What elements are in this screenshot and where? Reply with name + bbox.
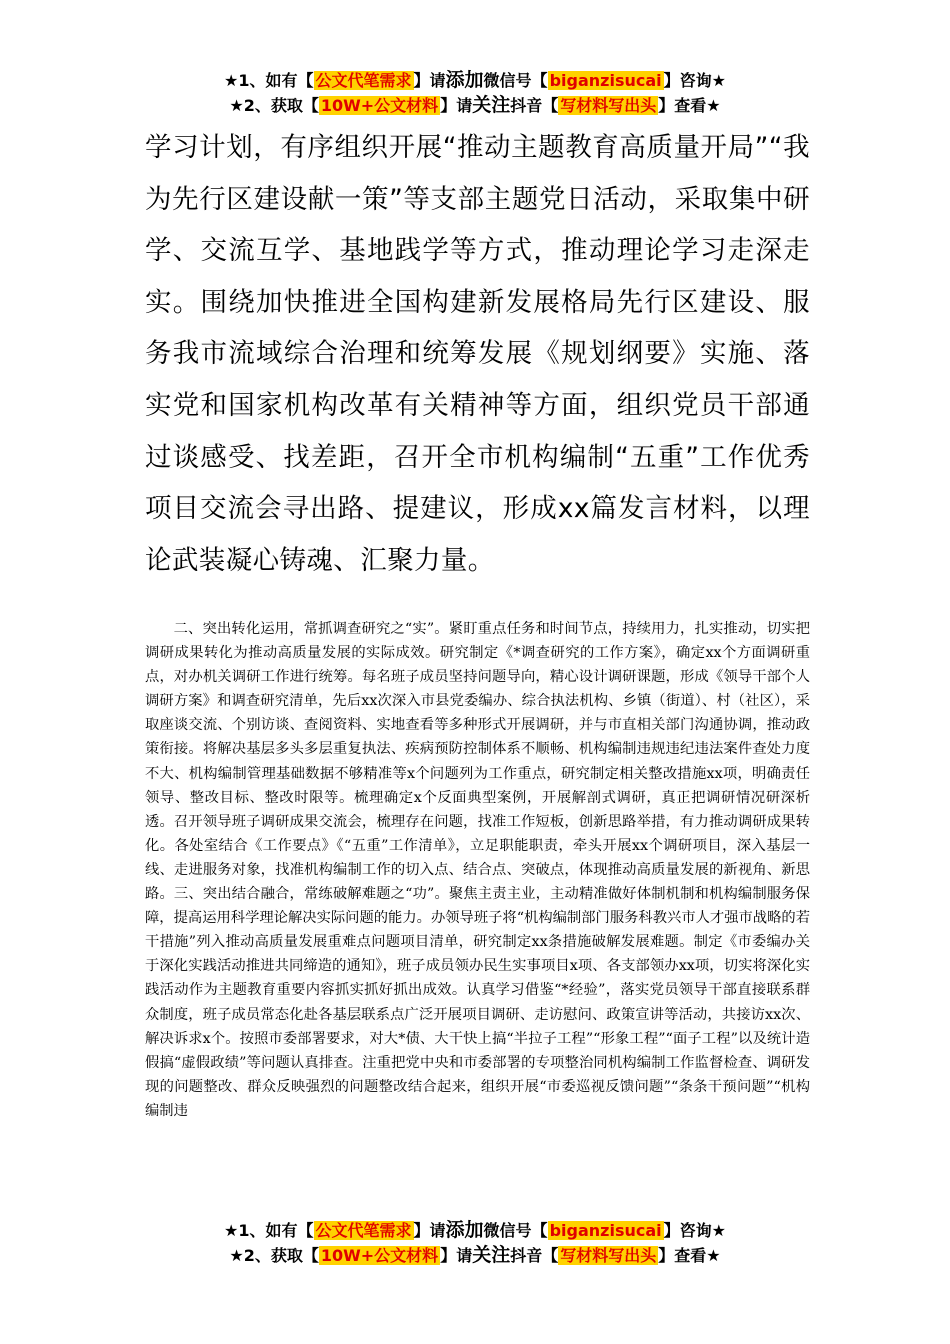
promo-banner-top: [0, 68, 950, 118]
promo-text: 】请: [440, 1246, 473, 1265]
promo-text: 】查看★: [658, 96, 721, 115]
highlight-wechat-id: biganzisucai: [549, 1221, 662, 1240]
promo-line-1: [0, 68, 950, 93]
promo-banner-bottom: [0, 1218, 950, 1268]
promo-text: ★2、获取【: [229, 96, 319, 115]
highlight-douyin-account: 写材料写出头: [560, 1246, 657, 1265]
promo-text: 抖音【: [510, 96, 559, 115]
highlight-wechat-id: biganzisucai: [549, 71, 662, 90]
promo-text: ★1、如有【: [224, 71, 314, 90]
highlight-materials: 10W+公文材料: [320, 96, 439, 115]
promo-emphasis: 添加: [445, 1219, 484, 1241]
highlight-materials: 10W+公文材料: [320, 1246, 439, 1265]
small-body-paragraph: 二、突出转化运用，常抓调查研究之“实”。紧盯重点任务和时间节点，持续用力，扎实推动，切实把调研成果转化为推动高质量发展的实际成效。研究制定《*调查研究的工作方案》，确定xx个方面调研重点，对办机关调研工作进行统筹。每名班子成员坚持问题导向，精心设计调研课题，形成《领导干部个人调研方案》和调查研究清单，先后xx次深入市县党委编办、综合执法机构、乡镇（街道）、村（社区），采取座谈交流、个别访谈、查阅资料、实地查看等多种形式开展调研，并与市直相关部门沟通协调，推动政策衔接。将解决基层多头多层重复执法、疾病预防控制体系不顺畅、机构编制违规违纪违法案件查处力度不大、机构编制管理基础数据不够精准等x个问题列为工作重点，研究制定相关整改措施xx项，明确责任领导、整改目标、整改时限等。梳理确定x个反面典型案例，开展解剖式调研，真正把调研情况研深析透。召开领导班子调研成果交流会，梳理存在问题，找准工作短板，创新思路举措，有力推动调研成果转化。各处室结合《工作要点》《“五重”工作清单》，立足职能职责，牵头开展xx个调研项目，深入基层一线、走进服务对象，找准机构编制工作的切入点、结合点、突破点，体现推动高质量发展的新视角、新思路。三、突出结合融合，常练破解难题之“功”。聚焦主责主业，主动精准做好体制机制和机构编制服务保障，提高运用科学理论解决实际问题的能力。办领导班子将“机构编制部门服务科教兴市人才强市战略的若干措施”列入推动高质量发展重难点问题项目清单，研究制定xx条措施破解发展难题。制定《市委编办关于深化实践活动推进共同缔造的通知》，班子成员领办民生实事项目x项、各支部领办xx项，切实将深化实践活动作为主题教育重要内容抓实抓好抓出成效。认真学习借鉴“*经验”，落实党员领导干部直接联系群众制度，班子成员常态化赴各基层联系点广泛开展项目调研、走访慰问、政策宣讲等活动，共接访xx次、解决诉求x个。按照市委部署要求，对大*债、大干快上搞“半拉子工程”“形象工程”“面子工程”以及统计造假搞“虚假政绩”等问题认真排查。注重把党中央和市委部署的专项整治同机构编制工作监督检查、调研发现的问题整改、群众反映强烈的问题整改结合起来，组织开展“市委巡视反馈问题”“条条干预问题”“机构编制违: [145, 621, 810, 1119]
highlight-douyin-account: 写材料写出头: [560, 96, 657, 115]
promo-text: 抖音【: [510, 1246, 559, 1265]
promo-text: 】请: [413, 71, 446, 90]
promo-text: 】查看★: [658, 1246, 721, 1265]
promo-emphasis: 添加: [445, 69, 484, 91]
promo-emphasis: 关注: [472, 94, 511, 116]
promo-text: 微信号【: [483, 1221, 548, 1240]
promo-emphasis: 关注: [472, 1244, 511, 1266]
promo-text: 】请: [413, 1221, 446, 1240]
promo-text: 微信号【: [483, 71, 548, 90]
promo-text: 】咨询★: [663, 71, 726, 90]
highlight-ghostwriting: 公文代笔需求: [315, 71, 412, 90]
promo-text: 】请: [440, 96, 473, 115]
promo-text: 】咨询★: [663, 1221, 726, 1240]
promo-text: ★2、获取【: [229, 1246, 319, 1265]
promo-line-1: [0, 1218, 950, 1243]
promo-line-2: [0, 93, 950, 118]
promo-text: ★1、如有【: [224, 1221, 314, 1240]
promo-line-2: [0, 1243, 950, 1268]
highlight-ghostwriting: 公文代笔需求: [315, 1221, 412, 1240]
large-body-paragraph: 学习计划，有序组织开展“推动主题教育高质量开局”“我为先行区建设献一策”等支部主题党日活动，采取集中研学、交流互学、基地践学等方式，推动理论学习走深走实。围绕加快推进全国构建新发展格局先行区建设、服务我市流域综合治理和统筹发展《规划纲要》实施、落实党和国家机构改革有关精神等方面，组织党员干部通过谈感受、找差距，召开全市机构编制“五重”工作优秀项目交流会寻出路、提建议，形成xx篇发言材料，以理论武装凝心铸魂、汇聚力量。: [145, 132, 810, 576]
